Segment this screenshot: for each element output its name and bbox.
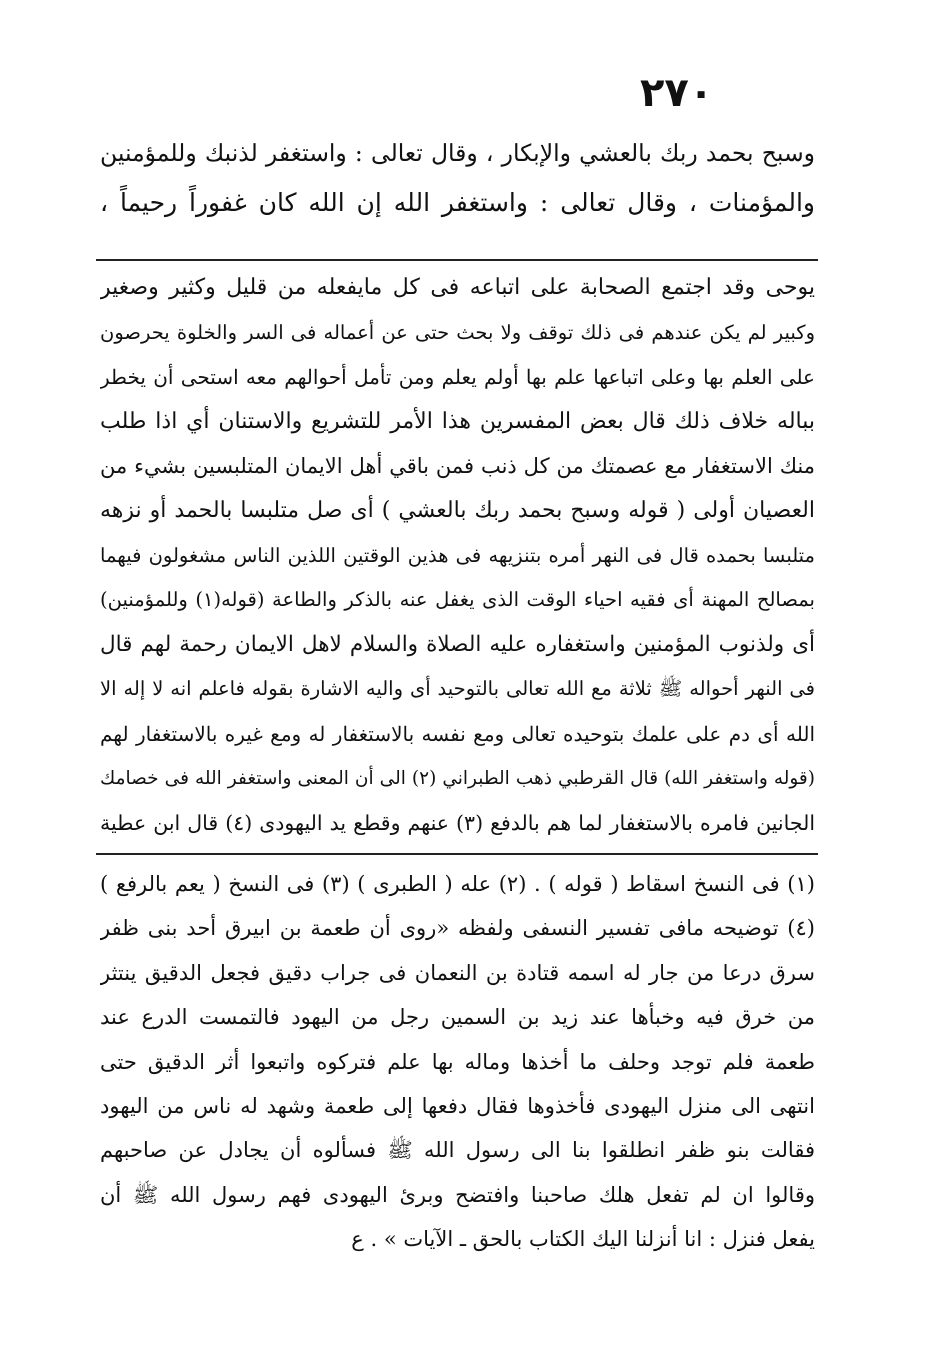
footnote-line: طعمة فلم توجد وحلف ما أخذها وماله بها علم فتركوه واتبعوا أثر الدقيق حتى [100,1049,815,1074]
footnote-divider [96,853,818,855]
quran-verses [100,128,815,228]
commentary-line: بمصالح المهنة أى فقيه احياء الوقت الذى يغفل عنه بالذكر والطاعة (قوله(١) وللمؤمنين) [100,588,815,612]
verse-line: والمؤمنات ، وقال تعالى : واستغفر الله إن الله كان غفوراً رحيماً ، [100,188,815,217]
commentary-line: بباله خلاف ذلك قال بعض المفسرين هذا الأمر للتشريع والاستنان أي اذا طلب [100,408,815,434]
commentary-line: الله أى دم على علمك بتوحيده تعالى ومع نفسه بالاستغفار له ومع غيره بالاستغفار لهم [100,721,815,746]
commentary-line: العصيان أولى ( قوله وسبح بحمد ربك بالعشي ) أى صل متلبسا بالحمد أو نزهه [100,497,815,523]
commentary-line: متلبسا بحمده قال فى النهر أمره بتنزيهه فى هذين الوقتين اللذين الناس مشغولون فيهما [100,543,815,567]
commentary-line: على العلم بها وعلى اتباعها علم بها أولم يعلم ومن تأمل أحوالهم معه استحى أن يخطر [100,365,815,390]
footnotes [100,862,815,1262]
footnote-line: (١) فى النسخ اسقاط ( قوله ) . (٢) عله ( الطبرى ) (٣) فى النسخ ( يعم بالرفع ) [100,872,815,896]
commentary-line: الجانين فامره بالاستغفار لما هم بالدفع (٣) عنهم وقطع يد اليهودى (٤) قال ابن عطية [100,811,815,836]
commentary-line: منك الاستغفار مع عصمتك من كل ذنب فمن باقي أهل الايمان المتلبسين بشيء من [100,454,815,479]
footnote-line: من خرق فيه وخبأها عند زيد بن السمين رجل من اليهود فالتمست الدرع عند [100,1005,815,1030]
commentary-line: يوحى وقد اجتمع الصحابة على اتباعه فى كل مايفعله من قليل وكثير وصغير [100,275,815,300]
commentary-line: فى النهر أحواله ﷺ ثلاثة مع الله تعالى بالتوحيد أى واليه الاشارة بقوله فاعلم انه لا إله الا [100,677,815,701]
commentary-line: (قوله واستغفر الله) قال القرطبي ذهب الطبراني (٢) الى أن المعنى واستغفر الله فى خصامك [100,767,815,789]
footnote-line: انتهى الى منزل اليهودى فأخذوها فقال دفعها إلى طعمة وشهد له ناس من اليهود [100,1093,815,1118]
header-divider [96,259,818,261]
verse-line: وسبح بحمد ربك بالعشي والإبكار ، وقال تعالى : واستغفر لذنبك وللمؤمنين [100,139,815,167]
footnote-line: سرق درعا من جار له اسمه قتادة بن النعمان فى جراب دقيق فجعل الدقيق ينتثر [100,960,815,985]
footnote-line: يفعل فنزل : انا أنزلنا اليك الكتاب بالحق ـ الآيات » . ع [351,1227,815,1252]
commentary-text [100,266,815,846]
commentary-line: وكبير لم يكن عندهم فى ذلك توقف ولا بحث حتى عن أعماله فى السر والخلوة يحرصون [100,320,815,344]
footnote-line: فقالت بنو ظفر انطلقوا بنا الى رسول الله ﷺ فسألوه أن يجادل عن صاحبهم [100,1138,815,1163]
commentary-line: أى ولذنوب المؤمنين واستغفاره عليه الصلاة والسلام لاهل الايمان رحمة لهم قال [100,631,815,657]
footnote-line: وقالوا ان لم تفعل هلك صاحبنا وافتضح وبرئ اليهودى فهم رسول الله ﷺ أن [100,1182,815,1207]
footnote-line: (٤) توضيحه مافى تفسير النسفى ولفظه «روى أن طعمة بن ابيرق أحد بنى ظفر [100,916,815,941]
page-number: ٢٧٠ [640,70,714,116]
